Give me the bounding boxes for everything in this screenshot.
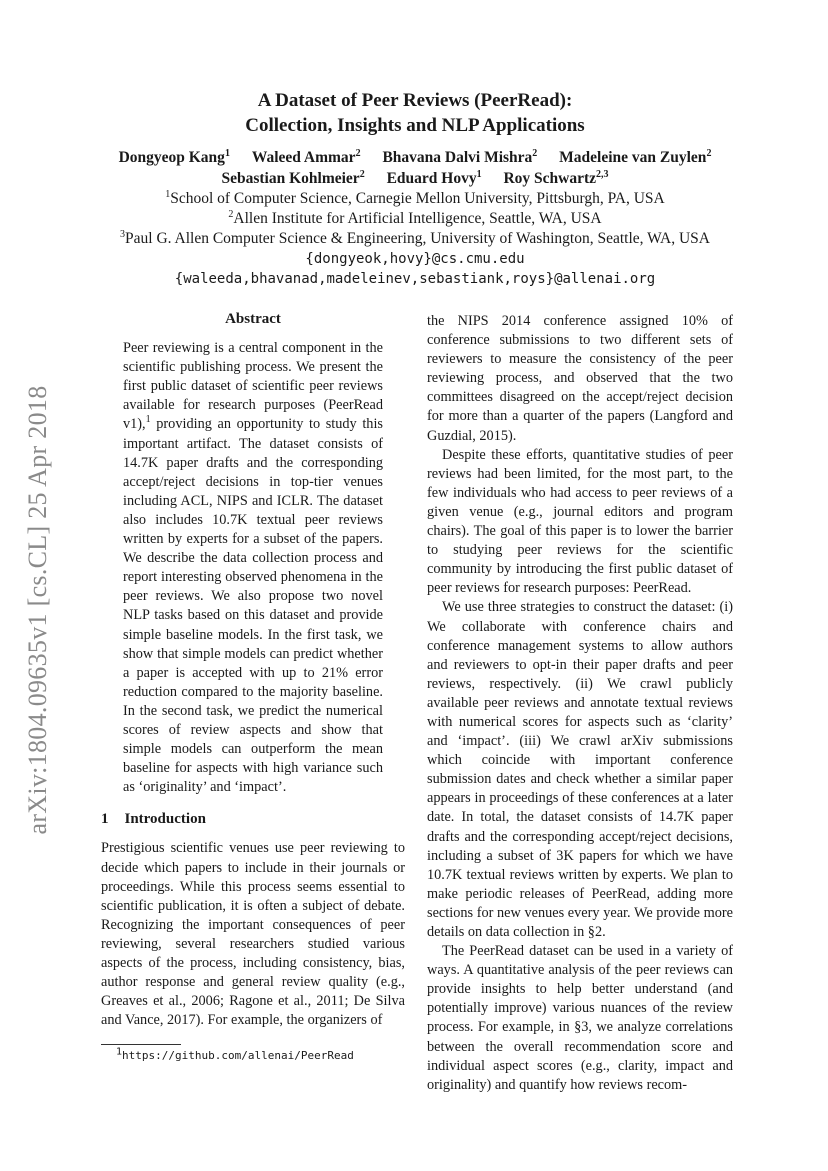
author: Dongyeop Kang$^1$ [118,147,230,166]
intro-paragraph-1: Prestigious scientific venues use peer reviewing to decide which papers to include in their journals or proceedings. While this process seems essential to scientific publication, it is often a subject of debate. Recognizing the important consequences of peer reviewing, several researchers studied various aspects of the process, including consistency, bias, author response and general review quality (e.g., Greaves et al., 2006; Ragone et al., 2011; De Silva and Vance, 2017). For example, the organizers of [101,840,405,1029]
author: Madeleine van Zuylen$^2$ [559,147,712,166]
author: Roy Schwartz$^{2,3}$ [503,168,609,187]
abstract-text: Peer reviewing is a central component in the scientific publishing process. We present the first public dataset of scientific peer reviews available for research purposes (PeerRead v1),$^1$ providing an opportunity to study this important artifact. The dataset consists of 14.7K paper drafts and the corresponding accept/reject decisions in top-tier venues including ACL, NIPS and ICLR. The dataset also includes 10.7K textual peer reviews written by experts for a subset of the papers. We describe the data collection process and report interesting observed phenomena in the peer reviews. We also propose two novel NLP tasks based on this dataset and provide simple baseline models. In the first task, we show that simple models can predict whether a paper is accepted with up to 21% error reduction compared to the majority baseline. In the second task, we predict the numerical scores of review aspects and show that simple models can outperform the mean baseline for aspects with high variance such as ‘originality’ and ‘impact’. [123,340,383,796]
paper-title [80,88,750,138]
author: Bhavana Dalvi Mishra$^2$ [382,147,538,166]
footnote-link[interactable]: https://github.com/allenai/PeerRead [122,1049,354,1062]
author-list [80,147,750,189]
affiliation-list [80,189,750,249]
right-column [427,312,733,1095]
abstract-heading: Abstract [225,311,281,327]
affiliation: $^3$Paul G. Allen Computer Science & Engineering, University of Washington, Seattle, WA, USA [120,228,710,247]
author-row-1 [80,147,750,168]
affiliation: $^1$School of Computer Science, Carnegie Mellon University, Pittsburgh, PA, USA [165,188,665,207]
author: Eduard Hovy$^1$ [386,168,482,187]
footnote: $^1$https://github.com/allenai/PeerRead [116,1046,354,1062]
footnote-marker[interactable]: 1 [145,414,151,426]
title-line-2: Collection, Insights and NLP Applications [245,115,585,136]
email-cmu: {dongyeok,hovy}@cs.cmu.edu [305,251,525,267]
intro-paragraph-4: The PeerRead dataset can be used in a variety of ways. A quantitative analysis of the peer reviews can provide insights to help better understand (and potentially improve) various nuances of the review process. For example, in §3, we analyze correlations between the overall recommendation score and individual aspect scores (e.g., clarity, impact and originality) and quantify how reviews recom- [427,943,733,1093]
intro-paragraph-2: Despite these efforts, quantitative studies of peer reviews had been limited, for the most part, to the few individuals who had access to peer reviews of a given venue (e.g., journal editors and program chairs). The goal of this paper is to lower the barrier to studying peer reviews for the scientific community by introducing the first public dataset of peer reviews for research purposes: PeerRead. [427,446,733,597]
author: Waleed Ammar$^2$ [251,147,361,166]
footnote-divider [101,1044,181,1045]
arxiv-sidebar [14,360,62,860]
arxiv-identifier: arXiv:1804.09635v1 [cs.CL] 25 Apr 2018 [23,385,52,835]
author-row-2 [80,168,750,189]
intro-paragraph-3: We use three strategies to construct the dataset: (i) We collaborate with conference chairs and conference management systems to allow authors and reviewers to opt-in their paper drafts and peer reviews, respectively. (ii) We crawl publicly available peer reviews and annotate textual reviews with numerical scores for aspects such as ‘clarity’ and ‘impact’. (iii) We crawl arXiv submissions which coincide with important conference submission dates and check whether a similar paper appears in proceedings of these conferences at a later date. In total, the dataset consists of 14.7K paper drafts and the corresponding accept/reject decisions, including a subset of 3K papers for which we have 10.7K textual reviews written by experts. We plan to make periodic releases of PeerRead, adding more sections for new venues every year. We provide more details on data collection in §2. [427,599,733,940]
email-allenai: {waleeda,bhavanad,madeleinev,sebastiank,roys}@allenai.org [174,271,656,287]
intro-paragraph-1-continued: the NIPS 2014 conference assigned 10% of conference submissions to two different sets of reviewers to measure the consistency of the peer reviewing process, and observed that the two committees disagreed on the accept/reject decision for more than a quarter of the papers (Langford and Guzdial, 2015). [427,313,733,444]
title-line-1: A Dataset of Peer Reviews (PeerRead): [257,90,573,111]
email-list [80,249,750,289]
author: Sebastian Kohlmeier$^2$ [221,168,365,187]
section-heading-introduction: 1 Introduction [101,811,206,828]
paper-header [80,88,750,289]
left-column [101,310,405,1030]
affiliation: $^2$Allen Institute for Artificial Intelligence, Seattle, WA, USA [228,208,602,227]
